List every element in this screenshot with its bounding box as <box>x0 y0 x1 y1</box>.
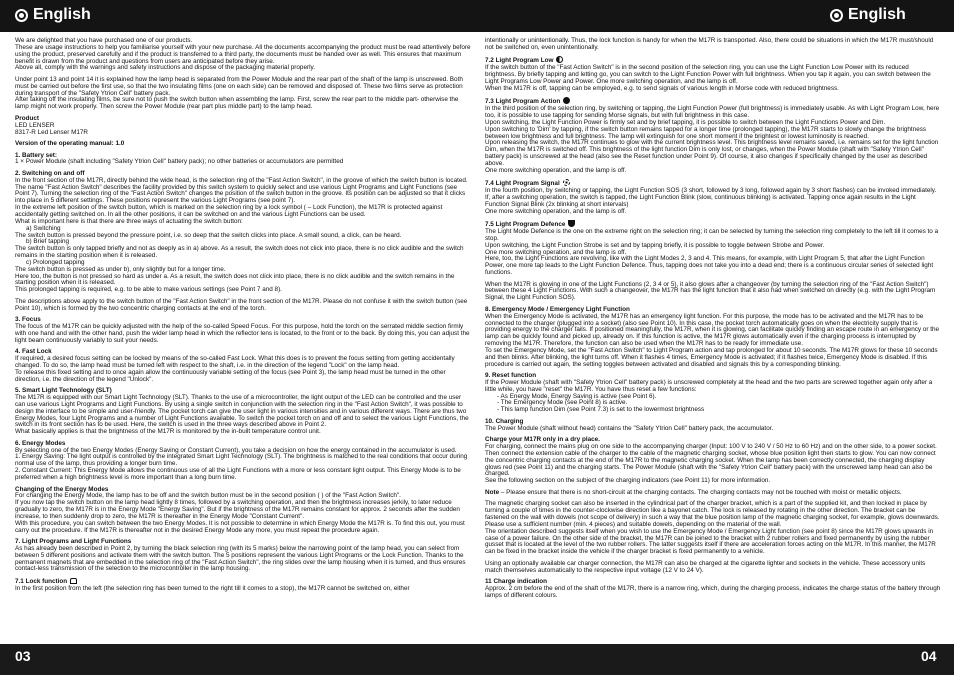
paragraph: In the third position of the selection ring, by switching or tapping, the Light Function Power (full brightness) is immediately usable. As with Light Program Low, here too, it is possible to use tapping for sending Morse signals, but with full brightness in this case. Upon switching, the Light Function Power is firmly set and by brief tapping, it is possible to switch between the Light Functions Power and Dim. Upon switching to 'Dim' by tapping, if the switch button remains tapped for a longer time (prolonged tapping), the M17R starts to slowly change the brightness between low brightness and full brightness. The lamp will extinguish for one short moment if the brightest or lowest luminosity is reached. Upon releasing the switch, the M17R continues to glow with the current brightness level. This brightness level remains saved, i.e. remains set for the light function Dim, when the M17R is switched off. This brightness of the light function Dim is only lost, or changes, when the Power Module (shaft with "Safety Ytrion Cell" battery pack) is unscrewed at the head (also see the Reset function under Point 9). Of course, it also changes if specifically changed by the user as described above. One more switching operation, and the lamp is off. <box>485 105 940 174</box>
paragraph: Approx. 2 cm before the end of the shaft of the M17R, there is a narrow ring, which, during the charging process, indicates the charge status of the battery through lamps of different colours. <box>485 585 941 599</box>
section-heading: 3. Focus <box>15 316 41 324</box>
section-heading: 7. Light Programs and Light Functions <box>15 538 132 546</box>
section-heading: Charge your M17R only in a dry place. <box>485 436 600 444</box>
heading-text: 7.5 Light Program Defence <box>485 221 566 229</box>
sub-item: b) Brief tapping <box>26 238 70 246</box>
paragraph: The Light Mode Defence is the one on the extreme right on the selection ring; it can be selected by turning the selection ring completely to the left till it comes to a stop. Upon switching, the Light Function Strobe is set and by tapping briefly, it is possible to toggle between Strobe and Power. One more switching operation, and the lamp is off. Here, too, the Light Functions are revolving, like with the Light Modes 2, 3 and 4. This means, for example, with Light Program 5, that after the Light Function Power, one more tap leads to the Light Function Defence. Thus, tapping does not take you into a dead end; there is a continuous circular series of selected light functions. <box>485 228 939 277</box>
sub-item: c) Prolonged tapping <box>26 258 85 266</box>
list-item: - This lamp function Dim (see Point 7.3) is set to the lowermost brightness <box>497 407 941 414</box>
paragraph: If the switch button of the "Fast Action Switch" is in the second position of the selection ring, you can use the Light Function Low Power with its reduced brightness. By briefly tapping and letting go, you can switch to the Light Function Power with full brightness. When you tap it again, you can switch between the Light Programs Low Power and Power. One more switching operation, and the lamp is off. When the M17R is off, tapping can be employed, e.g. to send signals of various length in Morse code with reduced brightness. <box>485 64 931 92</box>
paragraph: The magnetic charging socket can also be inserted in the cylindrical part of the charger bracket, which is a part of the supplied kit, and then locked in place by turning a couple of times in the counter-clockwise direction like a bayonet catch. The lock is released by rotating in the other direction. The bracket can be fastened on the wall with dowels (not scope of delivery) in such a way that the blue position lamp of the magnetic charging socket, for example, glows downwards. Please use a sufficient number (min. 4 pieces) and suitable dowels, depending on the material of the wall. The orientation described suggests itself when you wish to use the Emergency Mode / Emergency Light function (see point 8) since the M17R glows upwards in case of a power failure. On the other side of the bracket, the M17R can be joined to the bracket with 2 rubber rollers and fixed permanently by using the rubber gusset that is located at the level of the two rubber rollers. The latter suggests itself if there are acceleration forces acting on the M17R. In this manner, the M17R can be fixed in the bracket inside the vehicle if the charger bracket is fixed permanently to a vehicle. <box>485 500 940 556</box>
paragraph: For changing the Energy Mode, the lamp has to be off and the switch button must be in the second position ( ) of the "Fast Action Switch". If you now tap the switch button on the lamp head lightly 8 times, followed by a switching operation, and then the brightness increases jerkily, to later reduce gradually to zero, the M17R is in the Energy Mode "Energy Saving". But if the brightness of the M17R remains constant for approx. 2 seconds after the sudden increase, to then suddenly drop to zero, the M17R is thereafter in the Energy Mode "Constant Current". With this procedure, you can switch between the two Energy Modes. It is not possible to determine in which Energy Mode the M17R is. To find this out, you must carry out the procedure. If the M17R is thereafter not in the desired Energy Mode any more, you must repeat the procedure again. <box>15 492 465 534</box>
heading-text: 7.3 Light Program Action <box>485 98 561 106</box>
page-left-column <box>15 38 473 597</box>
section-heading: 2. Switching on and off <box>15 169 85 177</box>
version-text: Version of the operating manual: 1.0 <box>15 140 125 148</box>
section-heading: 11 Charge indication <box>485 578 548 586</box>
paragraph: The switch button is pressed beyond the pressure point, i.e. so deep that the switch clicks into place. A small sound, a click, can be heard. <box>15 231 402 239</box>
section-heading: 9. Reset function <box>485 372 537 380</box>
language-text: English <box>33 6 91 23</box>
page-right-column <box>485 38 941 604</box>
section-heading: 8. Emergency Mode / Emergency Light Function <box>485 305 630 313</box>
heading-text: 7.1 Lock function <box>15 578 68 585</box>
bullet-circle-icon <box>830 9 843 22</box>
section-heading: 5. Smart Light Technology (SLT) <box>15 387 112 395</box>
paragraph: 1 × Power Module (shaft including "Safety Ytrion Cell" battery pack); no other batteries or accumulators are permitted <box>15 158 344 166</box>
header-bar <box>0 0 954 32</box>
section-heading: Changing of the Energy Modes <box>15 485 109 493</box>
section-heading: 4. Fast Lock <box>15 348 52 356</box>
bullet-circle-icon <box>15 9 28 22</box>
full-circle-icon <box>563 97 570 104</box>
paragraph: By selecting one of the two Energy Modes (Energy Saving or Constant Current), you take a decision on how the energy contained in the accumulator is used. 1. Energy Saving: The light output is controlled by the integrated Smart Light Technology (SLT). The brightness is matched to the real conditions that occur during normal use of the lamp, thus providing a longer burn time. 2. Constant Current: This Energy Mode allows the continuous use of all the Light Functions with a more or less constant light output. This Energy Mode is to be preferred when a high brightness level is more important than a long burn time. <box>15 446 468 481</box>
sos-icon <box>563 179 570 186</box>
language-label-left <box>15 6 91 24</box>
list-item: - The Emergency Mode (see Point 8) is active. <box>497 400 941 407</box>
page-number-left: 03 <box>15 648 31 664</box>
paragraph: LED LENSER 8317-R Led Lenser M17R <box>15 121 88 136</box>
language-text: English <box>848 6 906 23</box>
paragraph: The M17R is equipped with our Smart Light Technology (SLT). Thanks to the use of a microcontroller, the light output of the LED can be controlled and the user can use various Light Programs and Light Functions. By using a single switch in conjunction with the selection ring in the "Fast Action Switch", it was possible to design the interface to be simple and user-friendly. The pocket torch can give the user light in various intensities and in various different ways. There are thus two Energy Modes, four Light Programs and a number of Light Functions available. To switch the pocket torch on and off and to select the various Light Functions, the switch in its front section has to be used. Here, the switch is used in the three ways described above in Point 2. What basically applies is that the brightness of the M17R is monitored by the in-built temperature control unit. <box>15 394 469 436</box>
heading-text: 7.4 Light Program Signal <box>485 180 560 188</box>
paragraph: In the fourth position, by switching or tapping, the Light Function SOS (3 short, followed by 3 long, followed again by 3 short flashes) can be invoked immediately. If, after a switching operation, the switch is tapped, the Light Function Blink (slow, continuous blinking) is activated. Tapping once again results in the Light Function Signal Blink (2x blinking at short intervals) One more switching operation, and the lamp is off. <box>485 187 937 215</box>
heading-text: 7.2 Light Program Low <box>485 57 554 65</box>
paragraph: intentionally or unintentionally. Thus, the lock function is handy for when the M17R is transported. Also, there could be situations in which the M17R must/should not be switched on, even unintentionally. <box>485 37 934 51</box>
language-label-right <box>830 6 906 24</box>
half-circle-icon <box>556 56 563 63</box>
section-heading: Product <box>15 114 39 122</box>
page-number-right: 04 <box>921 648 937 664</box>
sub-item: a) Switching <box>26 224 61 232</box>
paragraph: The Power Module (shaft without head) contains the "Safety Ytrion Cell" battery pack, the accumulator. <box>485 424 774 432</box>
paragraph: If required, a desired focus setting can be locked by means of the so-called Fast Lock. What this does is to prevent the focus setting from getting accidentally changed. To do so, the lamp head must be turned left with respect to the shaft, i.e. in the direction of the legend "Lock" on the lamp head. To release this fixed setting and to once again allow the continuously variable setting of the focus (see Point 3), the lamp head must be turned in the other direction, i.e. the direction of the legend "Unlock". <box>15 355 455 383</box>
lock-icon <box>70 578 77 584</box>
footer-bar <box>0 644 954 675</box>
section-heading: 10. Charging <box>485 417 524 425</box>
section-heading: 6. Energy Modes <box>15 439 66 447</box>
list-item: - As Energy Mode, Energy Saving is active (see Point 6). <box>497 394 941 401</box>
paragraph: Using an optionally available car charger connection, the M17R can also be charged at the cigarette lighter and sockets in the vehicle. These accessory units match themselves automatically to the respective input voltage (12 V to 24 V). <box>485 559 926 574</box>
paragraph: The switch button is only tapped briefly and not as deeply as in a) above. As a result, the switch does not click into place, there is no click audible and the switch remains in the starting position when it is released. <box>15 245 464 260</box>
defence-icon <box>568 220 575 227</box>
note-paragraph: Note – Please ensure that there is no short-circuit at the charging contacts. The charging contacts may not be touched with moist or metallic objects. <box>485 488 902 496</box>
paragraph: The descriptions above apply to the switch button of the "Fast Action Switch" in the front section of the M17R. Please do not confuse it with the switch button (see Point 10), which is formed by the two concentric charging contacts at the end of the torch. <box>15 297 468 312</box>
paragraph: When the M17R is glowing in one of the Light Functions (2, 3 4 or 5), it also glows after a changeover (by turning the selection ring of the "Fast Action Switch") between these 4 Light Functions. With such a changeover, the M17R has the light function that it also had when switched on directly (e.g. with the Light Program Signal, the Light Function SOS). <box>485 280 936 302</box>
paragraph: If the Power Module (shaft with "Safety Ytrion Cell" battery pack) is unscrewed completely at the head and the two parts are screwed together again only after a little while, you have "reset" the M17R. You have thus reset a few functions: <box>485 378 933 393</box>
section-heading: 1. Battery set: <box>15 151 57 159</box>
paragraph: In the first position from the left (the selection ring has been turned to the right till it comes to a stop), the M17R cannot be switched on, either <box>15 584 410 592</box>
reset-list <box>485 394 941 415</box>
paragraph: For charging, connect the mains plug on one side to the accompanying charger (Input: 100 V to 240 V / 50 Hz to 60 Hz) and on the other side, to a power socket. Then connect the extension cable of the charger to the cable of the magnetic charging socket, whose blue position light then starts to glow. You can now connect the concentric charging contacts at the end of the M17R to the magnetic charging socket. When the lamp has been correctly connected, the charging display glows red (see Point 11) and the charging starts. The Power Module (shaft with the "Safety Ytrion Cell" battery pack) with the unscrewed lamp head can also be charged. See the following section on the subject of the charging indicators (see Point 11) for more information. <box>485 443 937 485</box>
paragraph: Under point 13 and point 14 it is explained how the lamp head is separated from the Power Module and the rear part of the shaft of the lamp is unscrewed. Both must be carried out before the first use, so that the two insulating films (one on each side) can be removed and disposed of. These two films serve as protection during transport of the "Safety Ytrion Cell" battery pack. After taking off the insulating films, be sure not to push the switch button when assembling the lamp. First, screw the rear part to the middle part- otherwise the lamp might not work properly. Then screw the Power Module (rear part plus middle part) to the lamp head. <box>15 75 463 111</box>
paragraph: As has already been described in Point 2, by turning the black selection ring (with its 5 marks) below the narrowing point of the lamp head, you can select from between 5 different positions and activate them with the switch button. The 5 positions represent the various Light Programs or the Lock Function. Thanks to the permanent magnets that are embedded in the selection ring of the "Fast Action Switch", the ring slides over the lamp housing when it is turned, and thus ensures contact-less transmission of the selection to the microcontroller in the lamp housing. <box>15 544 466 573</box>
paragraph: In the front section of the M17R, directly behind the wide head, is the selection ring of the "Fast Action Switch", in the groove of which the switch button is located. The name "Fast Action Switch" describes the facility provided by this switch system to quickly select and use various Light Programs and Light Functions (see Point 7). Turning the selection ring of the "Fast Action Switch" changes the position of the switch button in the groove. Its position can be adjusted so that it clicks into place in 5 different settings. These positions represent the various Light Programs (see point 7). In the extreme left position of the switch button, which is marked on the selection ring by a lock symbol ( – Lock Function), the M17R is protected against accidentally getting switched on. In all the other positions, it can be switched on and the various Light Functions can be used. What is important here is that there are three ways of actuating the switch button: <box>15 176 468 225</box>
note-label: Note <box>485 488 500 496</box>
paragraph: The focus of the M17R can be quickly adjusted with the help of the so-called Speed Focus. For this purpose, hold the torch on the serrated middle section firmly with one hand and with the other hand, push the wider lamp head in which the reflector lens is located, to the front or to the back. By doing this, you can adjust the light beam continuously variably to suit your needs. <box>15 323 470 344</box>
paragraph: The switch button is pressed as under b), only slightly but for a longer time. Here too, the button is not pressed so hard as under a. As a result, the switch does not click into place, there is no click audible and the switch remains in the starting position when it is released. This prolonged tapping is required, e.g. to be able to make various settings (see Point 7 and 8). <box>15 265 455 294</box>
section-heading <box>15 141 473 148</box>
paragraph: When the Emergency Mode is activated, the M17R has an emergency light function. For this purpose, the mode has to be activated and the M17R has to be connected to the charger (plugged into a socket) (also see Point 10). In this case, the pocket torch automatically goes on when the electricity supply that is providing energy to the charger fails. If positioned meaningfully, the M17R, when it is glowing, can facilitate quickly finding an escape route in an emergency or the lamp can be quickly found and picked up, already on. If this function is active, the M17R glows automatically even if the charging process is interrupted by removing the M17R. Therefore, the function can also be used when the M17R has to be ready for immediate use. To set the Emergency Mode, set the "Fast Action Switch" to Light Program action and tap prolonged for about 10 seconds. The M17R glows for these 10 seconds and then blinks. After blinking, the light turns off. When it flashes 4 times, Emergency Mode is activated; if it flashes twice, Emergency Mode is disabled. If this procedure is carried out again, the setting toggles between activated and disabled and signals this by a corresponding blinking. <box>485 312 940 368</box>
intro-paragraph: We are delighted that you have purchased one of our products. These are usage instructions to help you familiarise yourself with your new purchase. All the documents accompanying the product must be read attentively before using the product, preserved carefully and if the product is transferred to a third party, the documents must be handed over as well. This ensures that maximum benefit is drawn from the product and questions from users are anticipated before they arise. Above all, comply with the warnings and safety instructions and dispose of the packaging material properly. <box>15 37 471 72</box>
